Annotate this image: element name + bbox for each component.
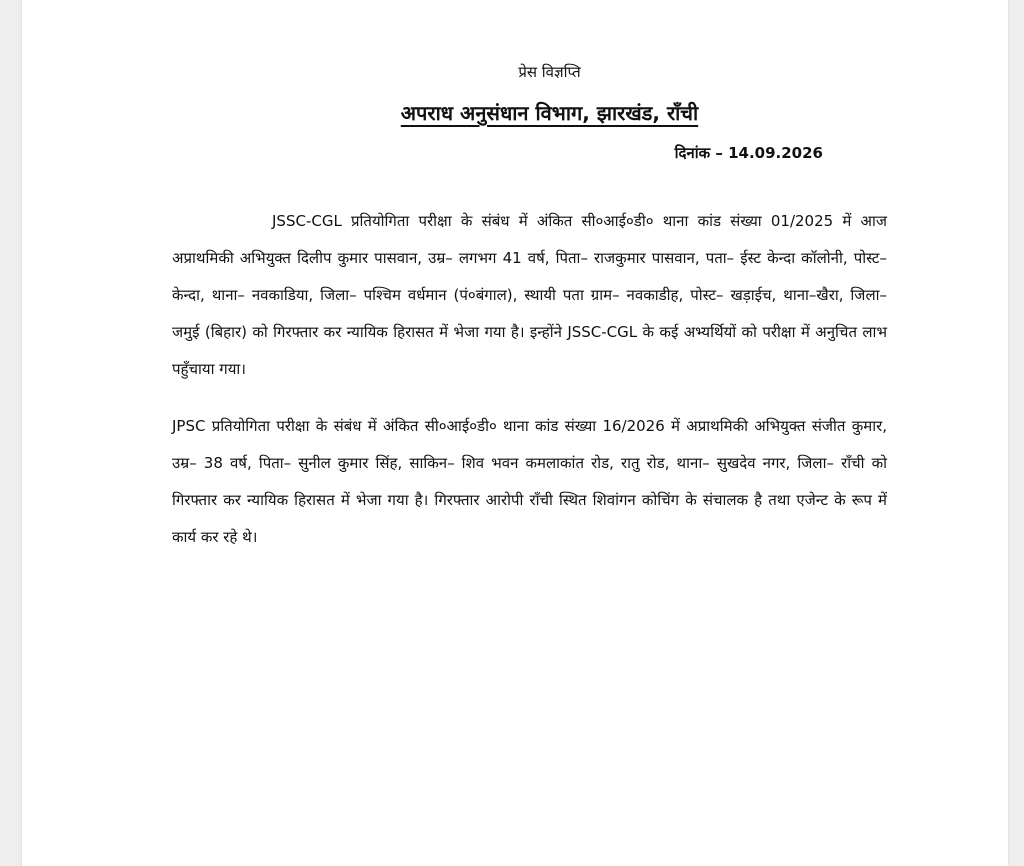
press-release-body [172,58,887,556]
date-line: दिनांक – 14.09.2026 [674,144,823,162]
paragraph-jpsc: JPSC प्रतियोगिता परीक्षा के संबंध में अंकित सी०आई०डी० थाना कांड संख्या 16/2026 में अप्राथमिकी अभियुक्त संजीत कुमार, उम्र– 38 वर्ष, पिता– सुनील कुमार सिंह, साकिन– शिव भवन कमलाकांत रोड, रातु रोड, थाना– सुखदेव नगर, जिला– राँची को गिरफ्तार कर न्यायिक हिरासत में भेजा गया है। गिरफ्तार आरोपी राँची स्थित शिवांगन कोचिंग के संचालक है तथा एजेन्ट के रूप में कार्य कर रहे थे। [172,417,887,546]
document-page [22,0,1008,866]
press-release-label: प्रेस विज्ञप्ति [518,63,581,81]
department-heading: अपराध अनुसंधान विभाग, झारखंड, राँची [400,101,699,125]
paragraph-jssc-cgl: JSSC-CGL प्रतियोगिता परीक्षा के संबंध में अंकित सी०आई०डी० थाना कांड संख्या 01/2025 में आज अप्राथमिकी अभियुक्त दिलीप कुमार पासवान, उम्र– लगभग 41 वर्ष, पिता– राजकुमार पासवान, पता– ईस्ट केन्दा कॉलोनी, पोस्ट– केन्दा, थाना– नवकाडिया, जिला– पश्चिम वर्धमान (पं०बंगाल), स्थायी पता ग्राम– नवकाडीह, पोस्ट– खड़ाईच, थाना–खैरा, जिला– जमुई (बिहार) को गिरफ्तार कर न्यायिक हिरासत में भेजा गया है। इन्होंने JSSC-CGL के कई अभ्यर्थियों को परीक्षा में अनुचित लाभ पहुँचाया गया। [172,212,887,378]
